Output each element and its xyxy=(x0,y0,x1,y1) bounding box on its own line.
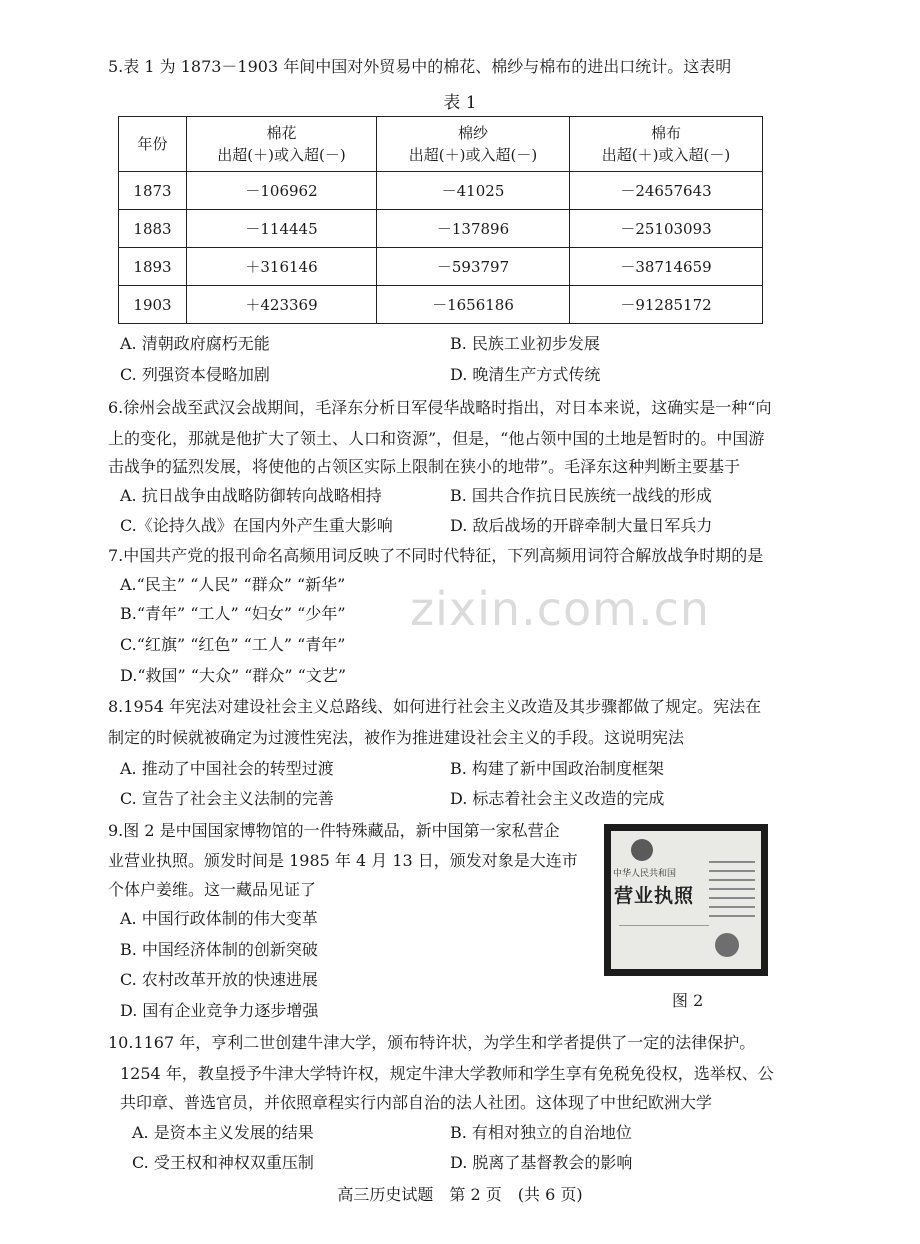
business-license-photo xyxy=(604,824,768,976)
figure-2-label: 图 2 xyxy=(672,991,704,1010)
cell-cloth: －24657643 xyxy=(570,172,763,210)
q9-option-c: C. 农村改革开放的快速进展 xyxy=(120,970,318,989)
q7-option-c: C.“红旗” “红色” “工人” “青年” xyxy=(120,635,346,654)
table-row xyxy=(119,210,763,248)
q7-option-d: D.“救国” “大众” “群众” “文艺” xyxy=(120,666,347,685)
license-document xyxy=(611,831,761,969)
license-issuer: 中华人民共和国 xyxy=(613,869,677,879)
header-yarn-sub: 出超(＋)或入超(－) xyxy=(408,146,538,164)
watermark: zixin.com.cn xyxy=(410,582,711,636)
header-cotton xyxy=(187,117,377,172)
q6-option-b: B. 国共合作抗日民族统一战线的形成 xyxy=(450,486,712,505)
q8-option-a: A. 推动了中国社会的转型过渡 xyxy=(120,759,334,778)
q9-stem-line2: 业营业执照。颁发时间是 1985 年 4 月 13 日，颁发对象是大连市 xyxy=(108,851,578,870)
q10-stem-line2: 1254 年，教皇授予牛津大学特许权，规定牛津大学教师和学生享有免税免役权，选举权、公 xyxy=(120,1064,774,1083)
q10-option-a: A. 是资本主义发展的结果 xyxy=(132,1123,314,1142)
cell-cotton: ＋423369 xyxy=(187,286,377,324)
table-title: 表 1 xyxy=(443,93,477,113)
header-yarn-label: 棉纱 xyxy=(457,124,488,142)
q8-stem-line1: 8.1954 年宪法对建设社会主义总路线、如何进行社会主义改造及其步骤都做了规定。宪法在 xyxy=(108,697,762,716)
q9-option-b: B. 中国经济体制的创新突破 xyxy=(120,940,318,959)
cell-yarn: －593797 xyxy=(377,248,570,286)
cell-year: 1893 xyxy=(119,248,187,286)
q5-option-b: B. 民族工业初步发展 xyxy=(450,334,600,353)
cell-cotton: ＋316146 xyxy=(187,248,377,286)
q6-stem-line3: 击战争的猛烈发展，将使他的占领区实际上限制在狭小的地带”。毛泽东这种判断主要基于 xyxy=(108,457,741,476)
q5-option-a: A. 清朝政府腐朽无能 xyxy=(120,334,270,353)
q7-stem: 7.中国共产党的报刊命名高频用词反映了不同时代特征，下列高频用词符合解放战争时期的是 xyxy=(108,546,764,565)
header-cloth xyxy=(570,117,763,172)
cell-year: 1883 xyxy=(119,210,187,248)
license-text-lines xyxy=(709,861,755,924)
q6-option-d: D. 敌后战场的开辟牵制大量日军兵力 xyxy=(450,516,713,535)
license-footer-line xyxy=(619,925,709,926)
q6-stem-line2: 上的变化，那就是他扩大了领土、人口和资源”，但是，“他占领中国的土地是暂时的。中国游 xyxy=(108,429,765,448)
cell-year: 1873 xyxy=(119,172,187,210)
q8-option-b: B. 构建了新中国政治制度框架 xyxy=(450,759,664,778)
q9-option-d: D. 国有企业竞争力逐步增强 xyxy=(120,1001,319,1020)
cell-year: 1903 xyxy=(119,286,187,324)
q6-stem-line1: 6.徐州会战至武汉会战期间，毛泽东分析日军侵华战略时指出，对日本来说，这确实是一种“向 xyxy=(108,398,772,417)
table-header-row xyxy=(119,117,763,172)
q7-option-a: A.“民主” “人民” “群众” “新华” xyxy=(120,575,346,594)
header-year: 年份 xyxy=(119,117,187,172)
q10-stem-line3: 共印章、普选官员，并依照章程实行内部自治的法人社团。这体现了中世纪欧洲大学 xyxy=(120,1093,713,1112)
page-footer: 高三历史试题 第 2 页 (共 6 页) xyxy=(337,1185,583,1204)
header-cotton-label: 棉花 xyxy=(266,124,297,142)
license-title: 营业执照 xyxy=(614,885,695,907)
official-stamp-icon xyxy=(715,933,739,957)
q8-stem-line2: 制定的时候就被确定为过渡性宪法，被作为推进建设社会主义的手段。这说明宪法 xyxy=(108,728,685,747)
table-row xyxy=(119,248,763,286)
trade-table xyxy=(118,116,763,324)
q8-option-d: D. 标志着社会主义改造的完成 xyxy=(450,789,665,808)
cell-cloth: －25103093 xyxy=(570,210,763,248)
national-emblem-icon xyxy=(631,839,653,861)
q10-option-d: D. 脱离了基督教会的影响 xyxy=(450,1153,633,1172)
q9-stem-line1: 9.图 2 是中国国家博物馆的一件特殊藏品，新中国第一家私营企 xyxy=(108,821,560,840)
q9-stem-line3: 个体户姜维。这一藏品见证了 xyxy=(108,880,317,899)
header-cotton-sub: 出超(＋)或入超(－) xyxy=(217,146,346,164)
cell-cotton: －114445 xyxy=(187,210,377,248)
q6-option-c: C.《论持久战》在国内外产生重大影响 xyxy=(120,516,393,535)
cell-cloth: －91285172 xyxy=(570,286,763,324)
cell-cloth: －38714659 xyxy=(570,248,763,286)
q9-option-a: A. 中国行政体制的伟大变革 xyxy=(120,909,318,928)
q5-option-c: C. 列强资本侵略加剧 xyxy=(120,365,270,384)
cell-yarn: －137896 xyxy=(377,210,570,248)
q6-option-a: A. 抗日战争由战略防御转向战略相持 xyxy=(120,486,382,505)
cell-yarn: －41025 xyxy=(377,172,570,210)
table-row xyxy=(119,172,763,210)
header-cloth-sub: 出超(＋)或入超(－) xyxy=(601,146,731,164)
q7-option-b: B.“青年” “工人” “妇女” “少年” xyxy=(120,604,346,623)
header-yarn xyxy=(377,117,570,172)
q5-stem: 5.表 1 为 1873－1903 年间中国对外贸易中的棉花、棉纱与棉布的进出口统计。这表明 xyxy=(108,57,732,76)
cell-yarn: －1656186 xyxy=(377,286,570,324)
q5-option-d: D. 晚清生产方式传统 xyxy=(450,365,601,384)
q10-stem-line1: 10.1167 年，亨利二世创建牛津大学，颁布特许状，为学生和学者提供了一定的法律保护。 xyxy=(108,1033,756,1052)
cell-cotton: －106962 xyxy=(187,172,377,210)
q8-option-c: C. 宣告了社会主义法制的完善 xyxy=(120,789,334,808)
q10-option-b: B. 有相对独立的自治地位 xyxy=(450,1123,632,1142)
table-row xyxy=(119,286,763,324)
q10-option-c: C. 受王权和神权双重压制 xyxy=(132,1153,314,1172)
header-cloth-label: 棉布 xyxy=(650,124,681,142)
